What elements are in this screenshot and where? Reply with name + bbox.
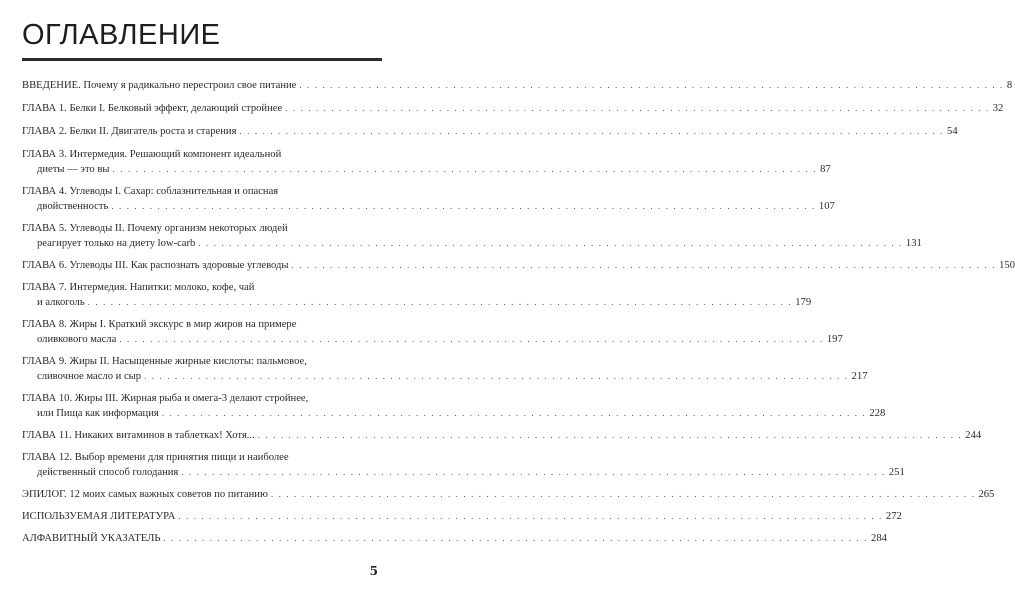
toc-entry-line	[22, 332, 843, 347]
toc-entry-title: ГЛАВА 4. Углеводы I. Сахар: соблазнительная и опасная	[22, 186, 279, 197]
toc-entry-title: ГЛАВА 7. Интермедия. Напитки: молоко, кофе, чай	[22, 282, 255, 293]
toc-entry-title: ГЛАВА 5. Углеводы II. Почему организм некоторых людей	[22, 223, 288, 234]
toc-entry-title: ГЛАВА 8. Жиры I. Краткий экскурс в мир жиров на примере	[22, 319, 297, 330]
toc-entry-line	[22, 450, 364, 465]
toc-entry-title: диеты — это вы	[37, 164, 110, 175]
toc-entry-page: 107	[818, 201, 835, 212]
toc-entry-page: 228	[869, 408, 886, 419]
toc-entry-title: ВВЕДЕНИЕ. Почему я радикально перестроил свое питание	[22, 80, 297, 91]
title-rule	[22, 58, 382, 61]
toc-entry-title: сливочное масло и сыр	[37, 371, 142, 382]
toc-entry-line	[22, 465, 905, 480]
toc-entry-title: и алкоголь	[37, 297, 85, 308]
toc-entry-page: 131	[905, 238, 922, 249]
toc-entry	[22, 78, 1013, 93]
toc-entry-page: 150	[999, 260, 1015, 271]
toc-entry-page: 179	[795, 297, 812, 308]
dot-leader	[198, 236, 903, 251]
dot-leader	[239, 124, 944, 139]
dot-leader	[258, 428, 963, 443]
toc-entry	[22, 101, 1004, 116]
toc-entry-title: ГЛАВА 10. Жиры III. Жирная рыба и омега-3 делают стройнее,	[22, 393, 309, 404]
toc-entry-title: ГЛАВА 2. Белки II. Двигатель роста и старения	[22, 126, 237, 137]
toc-entry-page: 265	[978, 489, 995, 500]
dot-leader	[271, 487, 976, 502]
toc-entry	[22, 509, 902, 524]
toc-entry-line	[22, 531, 887, 546]
toc-entry	[22, 487, 995, 502]
toc-entry-title: действенный способ голодания	[37, 467, 179, 478]
toc-entry	[22, 147, 831, 177]
toc-entry-page: 87	[820, 164, 831, 175]
toc-entry-title: ИСПОЛЬЗУЕМАЯ ЛИТЕРАТУРА	[22, 511, 176, 522]
toc-entry-page: 8	[1006, 80, 1013, 91]
toc-entry	[22, 354, 868, 384]
page-title: ОГЛАВЛЕНИЕ	[22, 19, 221, 51]
toc-entry-title: реагирует только на диету low-carb	[37, 238, 196, 249]
toc-entry-line	[22, 221, 364, 236]
dot-leader	[178, 509, 883, 524]
toc-entry-line	[22, 236, 922, 251]
toc-entry-line	[22, 354, 364, 369]
toc-entry-line	[22, 317, 364, 332]
toc-entry-page: 197	[826, 334, 843, 345]
toc-entry-line	[22, 162, 831, 177]
dot-leader	[111, 199, 816, 214]
dot-leader	[119, 332, 824, 347]
toc-entry	[22, 531, 887, 546]
toc-entry	[22, 391, 886, 421]
toc-entry-page: 217	[851, 371, 868, 382]
toc-entry-title: ГЛАВА 1. Белки I. Белковый эффект, делающий стройнее	[22, 103, 283, 114]
toc-entry-line	[22, 406, 886, 421]
page-number: 5	[369, 564, 378, 578]
toc-entry	[22, 124, 958, 139]
toc-entry-line	[22, 369, 868, 384]
toc-entry-page: 32	[992, 103, 1004, 114]
toc-entry-line	[22, 147, 364, 162]
toc-entry-line	[22, 124, 958, 139]
toc-entry-page: 284	[871, 533, 887, 544]
dot-leader	[144, 369, 849, 384]
toc-entry	[22, 221, 922, 251]
toc-entry-line	[22, 78, 1013, 93]
toc-entry-page: 251	[888, 467, 905, 478]
toc-entry	[22, 450, 905, 480]
dot-leader	[181, 465, 886, 480]
toc-entry-line	[22, 509, 902, 524]
dot-leader	[162, 406, 867, 421]
dot-leader	[292, 258, 997, 273]
toc-entry	[22, 184, 835, 214]
toc-entry-line	[22, 199, 835, 214]
toc-entry-line	[22, 391, 364, 406]
toc-entry-title: двойственность	[37, 201, 109, 212]
toc-entry-line	[22, 280, 364, 295]
toc-entry-line	[22, 487, 995, 502]
toc-entry-title: ЭПИЛОГ. 12 моих самых важных советов по питанию	[22, 489, 268, 500]
toc-entry-title: ГЛАВА 9. Жиры II. Насыщенные жирные кислоты: пальмовое,	[22, 356, 307, 367]
table-of-contents	[22, 78, 1015, 546]
toc-entry	[22, 280, 812, 310]
toc-entry-title: ГЛАВА 6. Углеводы III. Как распознать здоровые углеводы	[22, 260, 289, 271]
toc-entry	[22, 317, 843, 347]
toc-entry-title: ГЛАВА 3. Интермедия. Решающий компонент идеальной	[22, 149, 282, 160]
toc-entry-page: 54	[947, 126, 958, 137]
toc-entry-title: или Пища как информация	[37, 408, 159, 419]
toc-entry-title: ГЛАВА 12. Выбор времени для принятия пищи и наиболее	[22, 452, 289, 463]
dot-leader	[88, 295, 793, 310]
dot-leader	[113, 162, 818, 177]
toc-entry-line	[22, 184, 364, 199]
toc-entry	[22, 258, 1015, 273]
toc-entry-line	[22, 428, 982, 443]
dot-leader	[285, 101, 990, 116]
toc-entry-title: оливкового масла	[37, 334, 117, 345]
toc-entry-line	[22, 258, 1015, 273]
toc-entry-title: АЛФАВИТНЫЙ УКАЗАТЕЛЬ	[22, 533, 161, 544]
toc-entry	[22, 428, 982, 443]
dot-leader	[299, 78, 1004, 93]
toc-entry-line	[22, 295, 812, 310]
dot-leader	[163, 531, 868, 546]
toc-entry-line	[22, 101, 1004, 116]
toc-entry-page: 244	[965, 430, 982, 441]
toc-entry-page: 272	[885, 511, 902, 522]
toc-entry-title: ГЛАВА 11. Никаких витаминов в таблетках! Хотя...	[22, 430, 255, 441]
